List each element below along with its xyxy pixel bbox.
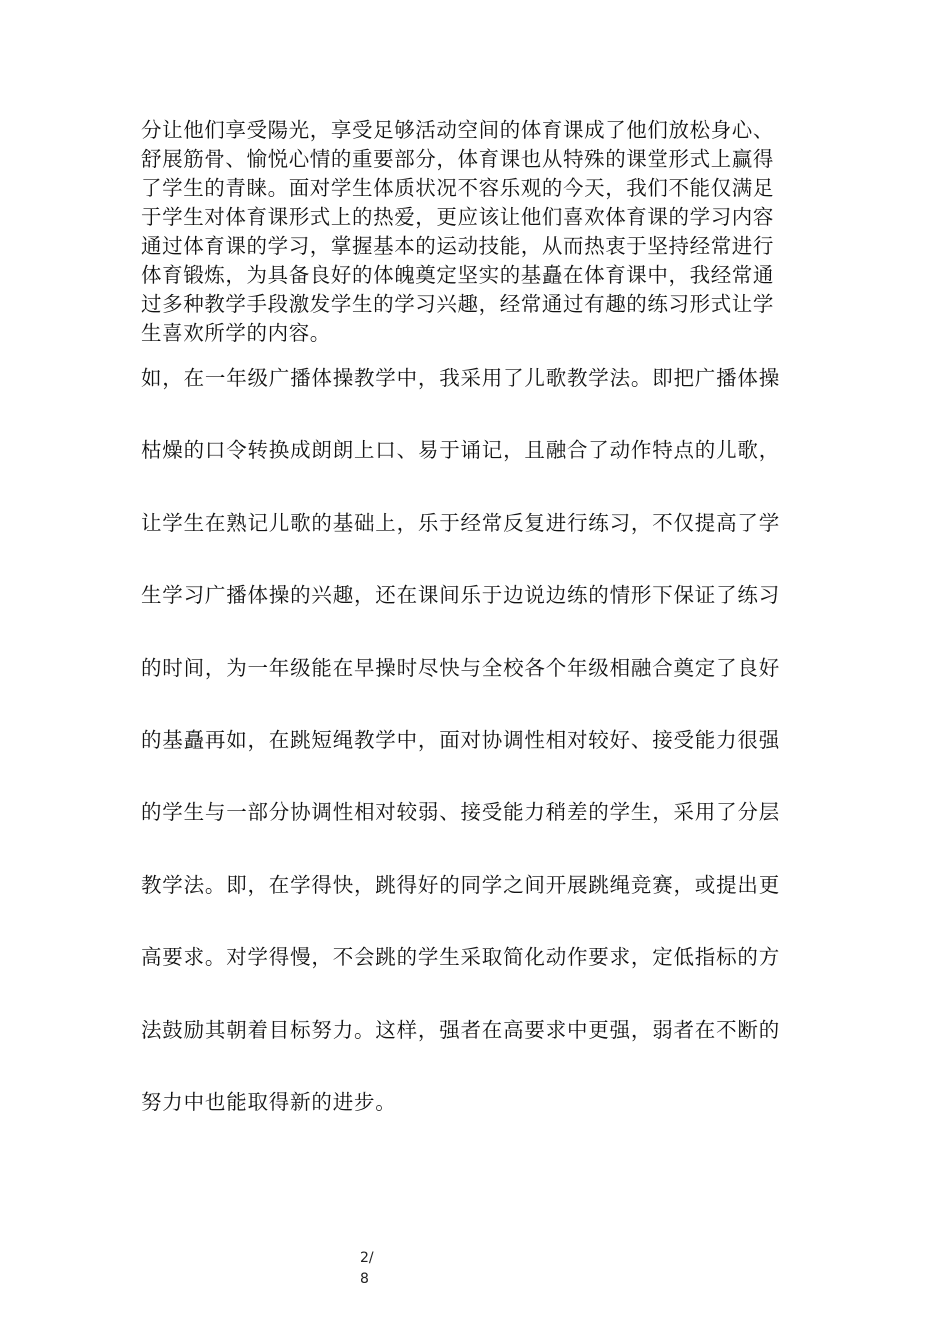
paragraph-2: [141, 363, 821, 1159]
paragraph-2-line: 枯燥的口令转换成朗朗上口、易于诵记，且融合了动作特点的儿歌，: [141, 438, 780, 463]
paragraph-2-line: 生学习广播体操的兴趣，还在课间乐于边说边练的情形下保证了练习: [141, 583, 780, 608]
page-number: 2/ 8: [360, 1250, 374, 1287]
paragraph-2-line: 的时间，为一年级能在早操时尽快与全校各个年级相融合奠定了良好: [141, 655, 780, 680]
paragraph-1-line: 生喜欢所学的内容。: [141, 321, 331, 345]
paragraph-2-line: 高要求。对学得慢，不会跳的学生采取简化动作要求，定低指标的方: [141, 945, 780, 970]
paragraph-1-line: 体育锻炼，为具备良好的体魄奠定坚实的基矗在体育课中，我经常通: [141, 263, 774, 287]
paragraph-1-line: 过多种教学手段激发学生的学习兴趣，经常通过有趣的练习形式让学: [141, 292, 774, 316]
paragraph-1: [141, 116, 821, 348]
paragraph-1-line: 舒展筋骨、愉悦心情的重要部分，体育课也从特殊的课堂形式上赢得: [141, 147, 774, 171]
paragraph-1-line: 分让他们享受陽光，享受足够活动空间的体育课成了他们放松身心、: [141, 118, 774, 142]
paragraph-2-line: 教学法。即，在学得快，跳得好的同学之间开展跳绳竞赛，或提出更: [141, 872, 780, 897]
paragraph-2-line: 努力中也能取得新的进步。: [141, 1089, 397, 1114]
paragraph-1-line: 了学生的青睐。面对学生体质状况不容乐观的今天，我们不能仅满足: [141, 176, 774, 200]
paragraph-2-line: 如，在一年级广播体操教学中，我采用了儿歌教学法。即把广播体操: [141, 366, 780, 390]
paragraph-1-line: 于学生对体育课形式上的热爱，更应该让他们喜欢体育课的学习内容: [141, 205, 774, 229]
paragraph-2-line: 法鼓励其朝着目标努力。这样，强者在高要求中更强，弱者在不断的: [141, 1017, 780, 1042]
paragraph-2-line: 的学生与一部分协调性相对较弱、接受能力稍差的学生，采用了分层: [141, 800, 780, 825]
paragraph-1-line: 通过体育课的学习，掌握基本的运动技能，从而热衷于坚持经常进行: [141, 234, 774, 258]
paragraph-2-line: 的基矗再如，在跳短绳教学中，面对协调性相对较好、接受能力很强: [141, 727, 780, 752]
paragraph-2-line: 让学生在熟记儿歌的基础上，乐于经常反复进行练习，不仅提高了学: [141, 510, 780, 535]
